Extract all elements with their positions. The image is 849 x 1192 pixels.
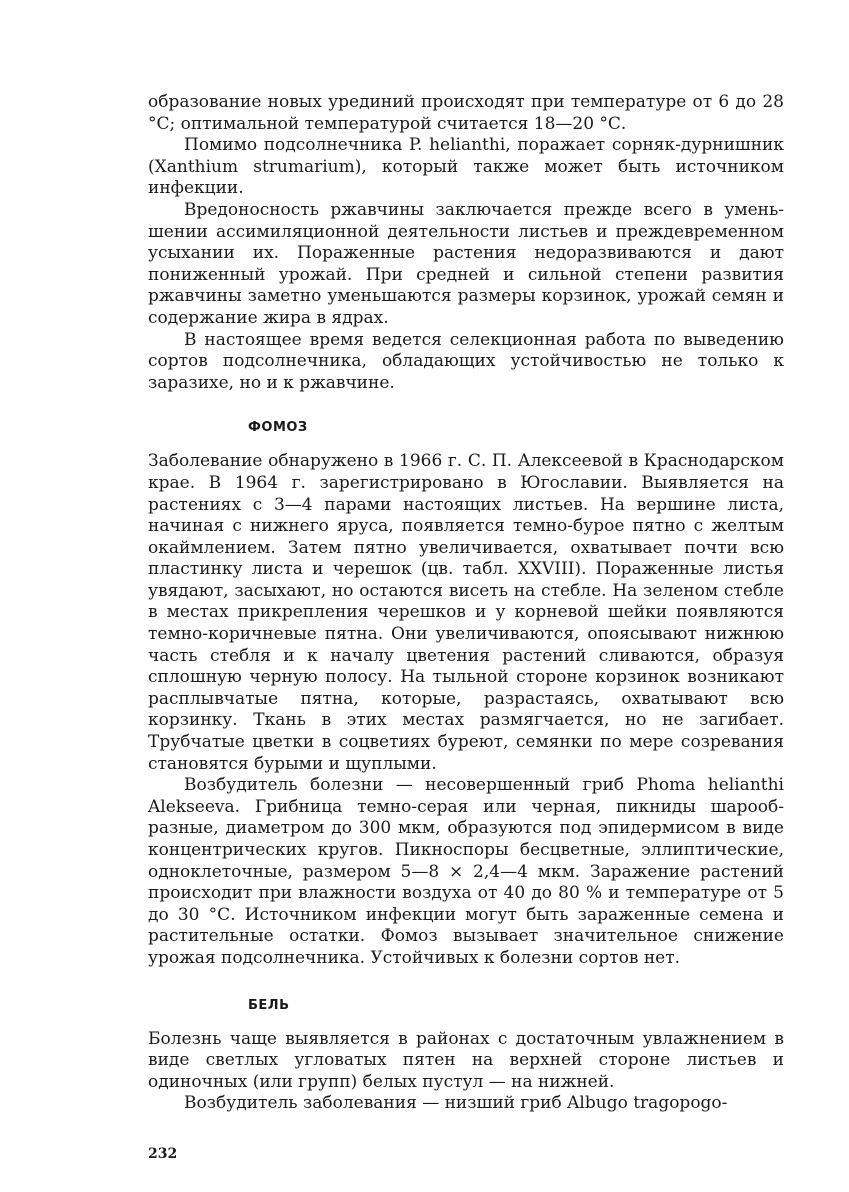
paragraph-fomoz-1: Заболевание обнаружено в 1966 г. С. П. Алексеевой в Краснодарском крае. В 1964 г. зарегистрировано в Югославии. Выявляется на растениях с 3—4 парами настоящих листьев. На вершине листа, начиная с нижнего яруса, появляется темно-бурое пятно с желтым окаймлением. Затем пятно увеличивается, охватывает почти всю пластинку листа и черешок (цв. табл. XXVIII). Пораженные листья увядают, засыхают, но остаются висеть на стебле. На зеленом стебле в местах прикрепления черешков и у корневой шейки появляются темно-коричневые пятна. Они увеличиваются, опоясывают нижнюю часть стебля и к началу цветения растений сливаются, образуя сплошную черную полосу. На тыльной стороне корзинок возникают расплывчатые пятна, которые, разрастаясь, охватывают всю корзинку. Ткань в этих местах размягчается, но не загибает. Трубчатые цветки в соцветиях буреют, семянки по мере созревания становятся бурыми и щуплыми. xyxy=(148,451,784,774)
paragraph-intro-1: образование новых урединий происходят при температуре от 6 до 28 °С; оптимальной температурой считается 18—20 °С. xyxy=(148,92,784,134)
page-body xyxy=(148,92,784,1115)
paragraph-bel-2: Возбудитель заболевания — низший гриб Albugo tragopogo- xyxy=(184,1093,728,1114)
paragraph-intro-3: Вредоносность ржавчины заключается прежде всего в уменьшении ассимиляционной деятельности листьев и преждевременном усыхании их. Пораженные растения недоразвиваются и дают пониженный урожай. При средней и сильной степени развития ржавчины заметно уменьшаются размеры корзинок, урожай семян и содержание жира в ядрах. xyxy=(148,199,784,328)
page-number: 232 xyxy=(148,1146,178,1162)
paragraph-bel-1: Болезнь чаще выявляется в районах с достаточным увлажнением в виде светлых угловатых пятен на верхней стороне листьев и одиночных (или групп) белых пустул — на нижней. xyxy=(148,1028,784,1092)
paragraph-intro-4: В настоящее время ведется селекционная работа по выведению сортов подсолнечника, обладающих устойчивостью не только к заразихе, но и к ржавчине. xyxy=(148,329,784,393)
section-heading-bel: БЕЛЬ xyxy=(248,997,290,1013)
paragraph-intro-2: Помимо подсолнечника P. helianthi, поражает сорняк-дурнишник (Xanthium strumarium), который также может быть источником инфекции. xyxy=(148,135,784,199)
paragraph-fomoz-2: Возбудитель болезни — несовершенный гриб Phoma helianthi Alekseeva. Грибница темно-серая или черная, пикниды шарообразные, диаметром до 300 мкм, образуются под эпидермисом в виде концентрических кругов. Пикноспоры бесцветные, эллиптические, одноклеточные, размером 5—8 × 2,4—4 мкм. Заражение растений происходит при влажности воздуха от 40 до 80 % и температуре от 5 до 30 °С. Источником инфекции могут быть зараженные семена и растительные остатки. Фомоз вызывает значительное снижение урожая подсолнечника. Устойчивых к болезни сортов нет. xyxy=(148,775,784,968)
section-heading-fomoz: ФОМОЗ xyxy=(248,420,308,436)
